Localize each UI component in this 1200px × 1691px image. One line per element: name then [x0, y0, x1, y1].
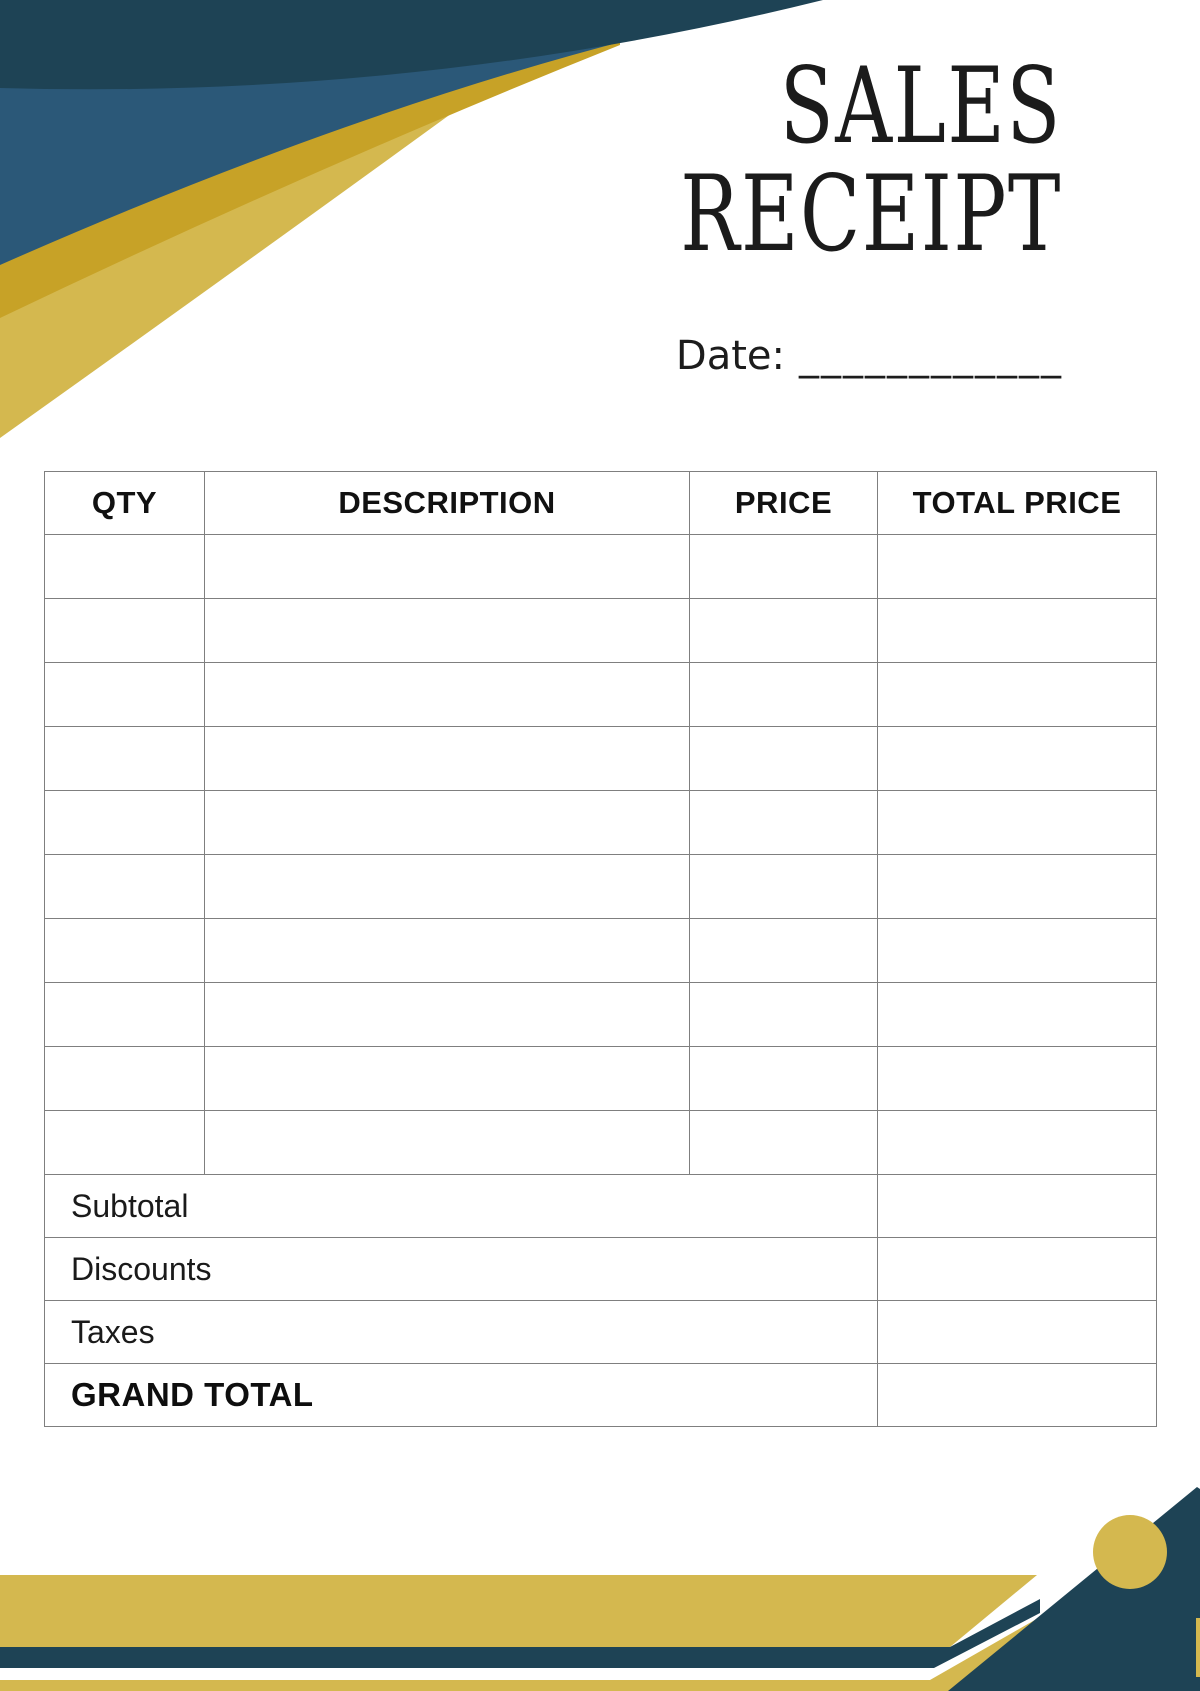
item-cell-empty: [690, 919, 878, 983]
item-cell-empty: [878, 1047, 1157, 1111]
item-row: [45, 663, 1157, 727]
item-cell-empty: [690, 1047, 878, 1111]
item-cell-empty: [45, 727, 205, 791]
gold-circle: [1093, 1515, 1167, 1589]
column-header-description: DESCRIPTION: [205, 472, 690, 535]
date-label: Date:: [675, 333, 785, 379]
table-header-row: [45, 472, 1157, 535]
item-cell-empty: [690, 791, 878, 855]
item-cell-empty: [205, 919, 690, 983]
summary-value-cell: [878, 1301, 1157, 1364]
item-cell-empty: [690, 599, 878, 663]
item-cell-empty: [45, 535, 205, 599]
receipt-table: [44, 471, 1157, 1427]
summary-row: [45, 1175, 1157, 1238]
item-cell-empty: [205, 1111, 690, 1175]
item-cell-empty: [45, 855, 205, 919]
title-line-1: SALES: [779, 45, 1062, 167]
bottom-gold-band: [0, 1575, 1037, 1647]
item-row: [45, 791, 1157, 855]
summary-label: Subtotal: [45, 1175, 878, 1238]
summary-row: [45, 1238, 1157, 1301]
bottom-gold-edge-sliver: [1196, 1618, 1200, 1677]
item-cell-empty: [690, 663, 878, 727]
item-row: [45, 535, 1157, 599]
item-cell-empty: [45, 599, 205, 663]
item-cell-empty: [45, 919, 205, 983]
summary-value-cell: [878, 1175, 1157, 1238]
item-cell-empty: [878, 919, 1157, 983]
item-cell-empty: [690, 1111, 878, 1175]
summary-value-cell: [878, 1238, 1157, 1301]
item-cell-empty: [205, 1047, 690, 1111]
item-cell-empty: [878, 855, 1157, 919]
title-line-2: RECEIPT: [680, 153, 1062, 275]
item-cell-empty: [205, 727, 690, 791]
item-row: [45, 919, 1157, 983]
item-row: [45, 599, 1157, 663]
summary-label: Taxes: [45, 1301, 878, 1364]
item-row: [45, 1111, 1157, 1175]
summary-value-cell: [878, 1364, 1157, 1427]
item-cell-empty: [878, 791, 1157, 855]
item-cell-empty: [878, 983, 1157, 1047]
bottom-decoration: [0, 1480, 1200, 1691]
column-header-qty: QTY: [45, 472, 205, 535]
item-cell-empty: [205, 599, 690, 663]
item-cell-empty: [45, 1047, 205, 1111]
item-row: [45, 983, 1157, 1047]
date-blank-line: ____________: [799, 333, 1063, 379]
item-cell-empty: [45, 663, 205, 727]
item-cell-empty: [690, 535, 878, 599]
item-row: [45, 855, 1157, 919]
item-cell-empty: [878, 1111, 1157, 1175]
item-cell-empty: [45, 1111, 205, 1175]
item-row: [45, 727, 1157, 791]
item-row: [45, 1047, 1157, 1111]
summary-label: GRAND TOTAL: [45, 1364, 878, 1427]
item-cell-empty: [205, 983, 690, 1047]
item-cell-empty: [45, 983, 205, 1047]
summary-row: [45, 1364, 1157, 1427]
item-cell-empty: [205, 663, 690, 727]
item-cell-empty: [690, 727, 878, 791]
date-row: [676, 333, 1063, 379]
item-cell-empty: [205, 535, 690, 599]
item-cell-empty: [690, 983, 878, 1047]
item-cell-empty: [878, 599, 1157, 663]
column-header-total-price: TOTAL PRICE: [878, 472, 1157, 535]
item-cell-empty: [45, 791, 205, 855]
summary-row: [45, 1301, 1157, 1364]
item-cell-empty: [878, 663, 1157, 727]
item-cell-empty: [690, 855, 878, 919]
document-title: [680, 45, 1062, 275]
item-cell-empty: [878, 535, 1157, 599]
column-header-price: PRICE: [690, 472, 878, 535]
item-cell-empty: [205, 791, 690, 855]
summary-label: Discounts: [45, 1238, 878, 1301]
item-cell-empty: [878, 727, 1157, 791]
item-cell-empty: [205, 855, 690, 919]
